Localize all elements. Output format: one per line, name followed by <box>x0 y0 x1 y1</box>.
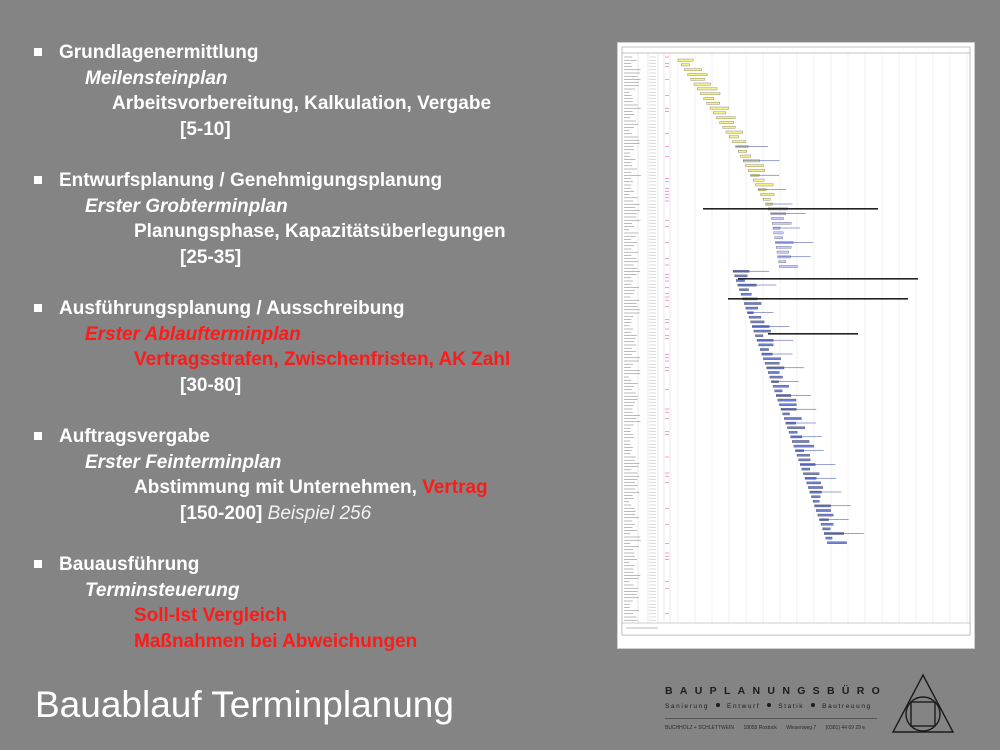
section-detail: Vertragsstrafen, Zwischenfristen, AK Zahl <box>134 349 511 370</box>
service-item: Bautreuung <box>822 703 872 710</box>
dot-separator-icon <box>716 703 720 707</box>
square-bullet-icon <box>34 432 42 440</box>
brand-address <box>665 725 880 731</box>
section-grundlagenermittlung <box>34 40 594 142</box>
section-entwurfsplanung <box>34 168 594 270</box>
section-range: [5-10] <box>180 118 231 140</box>
section-auftragsvergabe <box>34 424 594 526</box>
section-subtitle: Terminsteuerung <box>85 579 240 601</box>
gantt-chart-graphic <box>618 43 974 648</box>
section-detail-row <box>34 475 594 501</box>
gantt-schedule-image <box>617 42 975 649</box>
square-bullet-icon <box>34 176 42 184</box>
section-detail-highlight: Vertrag <box>422 477 488 498</box>
brand-name: BAUPLANUNGSBÜRO <box>665 685 888 697</box>
section-subtitle: Erster Grobterminplan <box>85 195 288 217</box>
address-company: BUCHHOLZ + SCHLETTWEIN <box>665 725 735 731</box>
section-range-row <box>34 501 594 527</box>
section-heading: Ausführungsplanung / Ausschreibung <box>59 298 405 319</box>
section-detail: Abstimmung mit Unternehmen, <box>134 477 417 498</box>
section-detail: Arbeitsvorbereitung, Kalkulation, Vergabe <box>112 93 492 114</box>
brand-services <box>665 703 880 710</box>
dot-separator-icon <box>767 703 771 707</box>
section-range: [25-35] <box>180 246 242 268</box>
address-phone: (0381) 44 69 29 e <box>825 725 866 731</box>
section-heading: Auftragsvergabe <box>59 426 210 447</box>
section-heading: Entwurfsplanung / Genehmigungsplanung <box>59 170 443 191</box>
service-item: Entwurf <box>727 703 761 710</box>
company-brand <box>665 685 888 731</box>
dot-separator-icon <box>811 703 815 707</box>
section-detail: Soll-Ist Vergleich <box>134 605 288 626</box>
section-heading: Bauausführung <box>59 554 200 575</box>
section-ausfuehrungsplanung <box>34 296 594 398</box>
brand-divider <box>665 718 877 719</box>
section-range: [30-80] <box>180 374 242 396</box>
square-bullet-icon <box>34 560 42 568</box>
section-heading: Grundlagenermittlung <box>59 42 259 63</box>
service-item: Sanierung <box>665 703 710 710</box>
service-item: Statik <box>778 703 805 710</box>
square-bullet-icon <box>34 48 42 56</box>
slide-title: Bauablauf Terminplanung <box>35 684 454 725</box>
section-subtitle: Meilensteinplan <box>85 67 228 89</box>
section-example: Beispiel 256 <box>267 502 372 524</box>
section-subtitle: Erster Ablaufterminplan <box>85 323 301 345</box>
section-subtitle: Erster Feinterminplan <box>85 451 282 473</box>
section-detail-2: Maßnahmen bei Abweichungen <box>134 630 418 652</box>
section-range: [150-200] <box>180 502 263 524</box>
agenda-list <box>34 40 594 680</box>
triangle-circle-logo-icon <box>891 672 955 736</box>
section-detail: Planungsphase, Kapazitätsüberlegungen <box>134 221 506 242</box>
address-city: 18055 Rostock <box>743 725 777 731</box>
section-bauausfuehrung <box>34 552 594 654</box>
square-bullet-icon <box>34 304 42 312</box>
address-street: Wiesenweg 7 <box>786 725 817 731</box>
